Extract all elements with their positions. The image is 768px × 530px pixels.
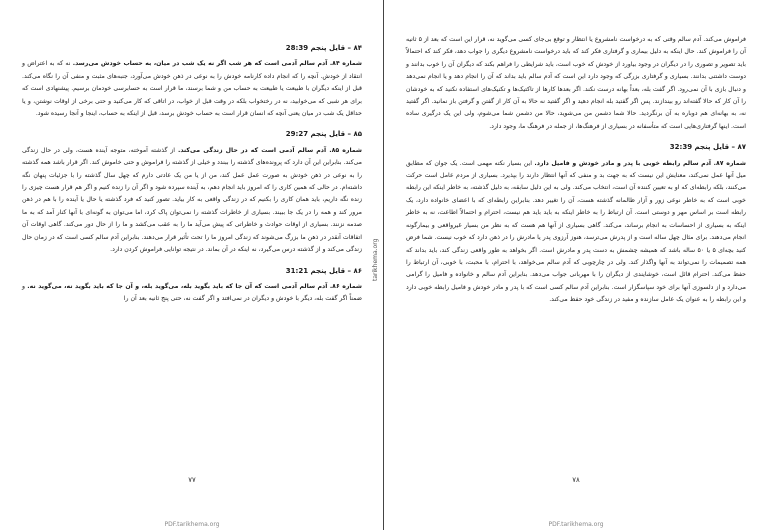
page-number-right: ۷۸: [572, 476, 580, 484]
section-heading-85: ۸۵ – قایل پنجم 29:27: [285, 130, 362, 139]
section-heading-87: ۸۷ – قایل پنجم 32:39: [669, 143, 746, 152]
page-number-left: ۷۷: [188, 476, 196, 484]
section-heading-86: ۸۶ – قایل پنجم 31:21: [285, 266, 362, 275]
section-paragraph-87: [406, 158, 746, 307]
section-lead-86: شماره ۸۶. آدم سالم آدمی است که آن جا که باید بگوید بله، می‌گوید بله، و آن جا که باید بگوید نه، می‌گوید نه.: [27, 282, 362, 290]
watermark: tarikhema.org: [372, 238, 379, 282]
footer-left: PDF.tarikhema.org: [164, 521, 220, 528]
section-body-86: و ضمناً اگر گفت بله، دیگر با خودش و دیگران در نمی‌افتد و اگر گفت نه، حتی پنج ثانیه بعد آن را: [22, 282, 362, 303]
section-lead-84: شماره ۸۴. آدم سالم آدمی است که هر شب اگر نه یک شب در میان، به حساب خودش می‌رسد.: [72, 60, 362, 68]
section-lead-85: شماره ۸۵. آدم سالم آدمی است که در حال زندگی می‌کند.: [177, 146, 363, 154]
continued-paragraph: [406, 34, 746, 133]
section-paragraph-84: [22, 58, 362, 120]
section-paragraph-85: [22, 145, 362, 257]
footer-right: PDF.tarikhema.org: [548, 521, 604, 528]
section-body-87: این بسیار نکته مهمی است. یک جوان که مطابق میل آنها عمل نمی‌کند، معنایش این نیست که به جهت بد و منفی که آنها انتظار دارند را بپذیرد. بسیاری از مردم عامل است حرکت می‌کنند، بلکه رابطه‌ای که او به تعیین کننده آن است، انتخاب می‌کند. ولی به این دلیل سابقه، به دلیل گذشته، به خاطر اینکه این رابطه خوبی است که به خاطر نوعی زور و آزار ظالمانه گذشته هست، آن را تغییر دهد. بنابراین رابطه‌ای که با اعضای خانواده دارد، یک رابطه است بر اساس مهر و دوستی است. آن ارتباط را به خاطر اینکه به باید باید هم نیست، احترام و احتمالاً اطاعت، نه به خاطر اینکه به بسیاری از احساسات به انجام برساند، می‌کند. گاهی بسیاری از آنها هم هست که به نظر من بسیار غیرواقعی و بیمارگونه انجام می‌دهند. برای مثال چهل ساله است و از پدرش می‌ترسد، هنوز آرزوی پدر یا مادرش را در ذهن دارد که خوب نیست. شما فرض کنید بچه‌ای ۵ یا ۵۰ ساله باشد که همیشه چشمش به دست پدر و مادرش است. اگر بخواهد به طور واقعی زندگی کند، باید بداند که همه تصمیمات را نمی‌تواند به آنها واگذار کند. ولی در چارچوبی که آدم سالم می‌خواهد، با احترام، با محبت، با خوبی، آن ارتباط را حفظ می‌کند. احترام قائل است، خوشایندی از دیگران را با مهربانی جواب می‌دهد. بنابراین آدم سالم و خانواده و فامیل را گرامی می‌دارد و از دلسوزی آنها برای خود سپاسگزار است. بنابراین آدم سالم کسی است که با پدر و مادر خودش و فامیل رابطه خوبی دارد و این رابطه را به عنوان یک عامل سازنده و مفید در زندگی خود حفظ می‌کند.: [406, 159, 746, 304]
section-body-84: نه که به اعتراض و انتقاد از خودش. آنچه را که انجام داده کارنامه خودش را به نوعی در ذهن خودش می‌آورد، جنبه‌های مثبت و منفی آن را نگاه می‌کند. قبل از اینکه دیگران با طبیعت یا طبیعت به حساب من و شما برسند، ما قرار است به حسابرسی خودمان برسیم. پیشنهادی است که برای هر شبی که می‌خوابید، نه در رختخواب بلکه در وقت قبل از خواب، در اتاقی که کار می‌کنید و حتی برخی از اوقات نوشتن، و یا حداقل یک شب در میان یعنی آنچه که انسان قرار است به حساب خودش برسد، قبل از اینکه به حساب، اینجا و آنجا رسیده شود.: [22, 60, 362, 118]
continued-body: فراموش می‌کند. آدم سالم وقتی که به درخواست نامشروع یا انتظار و توقع بی‌جای کسی می‌گوید نه، قرار این است که بعد از ۵ ثانیه آن را فراموش کند. حال اینکه به دلیل بیماری و گرفتاری فکر کند که باید درخواست نامشروع دیگری را جواب دهد، فکر کند که احتمالاً باید تصویر و تصوری را در دیگران در وجود بیاورد از خودش که خوب است، باید شرایطی را فراهم بکند که دیگران آن را خوب بدانند و دوست داشتنی بدانند. بسیاری و گرفتاری بزرگی که وجود دارد این است که آدم سالم باید بداند که آن را انجام دهد و یا انجام نمی‌دهد و دنبال بازی با آن نمی‌رود. اگر گفت بله، بعداً بهانه درست نکند. اگر بعدها کارها از تاکتیک‌ها و تکنیک‌های استفاده نکنید که به خودشان را آن کار که حالا گفته‌اند رو بیندازند. پس اگر گفتید بله انجام دهید و اگر گفتید نه حالا به آن کار از گفتن و گرفتن باز نمانید. اگر گفتید نه، به بهانه‌ای هم دوباره به آن برنگردید. حالا شما دشمن من می‌شوید، حالا من دشمن شما می‌شوم، ولی این یک درگیری ساده است. اینها گرفتاری‌هایی است که متأسفانه در بسیاری از فرهنگ‌ها، از جمله در فرهنگ ما، وجود دارد.: [406, 36, 747, 130]
left-page-text: [22, 34, 362, 312]
right-page-text: [406, 34, 746, 313]
right-page: [384, 0, 768, 530]
section-heading-84: ۸۴ – قایل پنجم 28:39: [285, 44, 362, 52]
section-body-85: از گذشته آموخته، متوجه آینده هست، ولی در حال زندگی می‌کند. بنابراین این آن دارد که پرونده‌های گذشته را ببندد و خیلی از گذشته را فراموش و حتی خاموش کند. اگر قرار باشد همه گذشته را به نوعی در ذهن خودش به صورت عمل عمل کند، من از یا من یک عادتی دارم که چهل سال گذشته را با جزئیات پنهان نگه داشته‌ام. در حالی که همین کاری را که امروز باید انجام دهم، به آینده سپرده شود و اگر آن را زنده کنیم و اگر هم قرار هست چیزی را زنده نگه داریم، باید همان کاری را بکنیم که در زندگی واقعی به کار بیاید. تصور کنید که فرد گذشته یا حال یا آینده را با هم در ذهن مرور کند و همه را در یک جا ببیند. بسیاری از خاطرات گذشته را نمی‌توان پاک کرد، اما می‌توان به گونه‌ای با آنها کنار آمد که به ما صدمه نزنند. بسیاری از اوقات حوادث و خاطراتی که پیش می‌آید ما را به عقب می‌کشد و ما را از حال دور می‌کند. گاهی اوقات آن اتفاقات آنقدر در ذهن ما بزرگ می‌شوند که زندگی امروز ما را تحت تأثیر قرار می‌دهند. بنابراین آدم سالم کسی است که در زمان حال زندگی می‌کند و از گذشته درس می‌گیرد، نه اینکه در آن بماند. در نتیجه توانایی فراموش کردن دارد.: [22, 146, 362, 254]
section-paragraph-86: [22, 281, 362, 306]
section-lead-87: شماره ۸۷. آدم سالم رابطه خوبی با پدر و مادر خودش و فامیل دارد.: [534, 159, 746, 167]
